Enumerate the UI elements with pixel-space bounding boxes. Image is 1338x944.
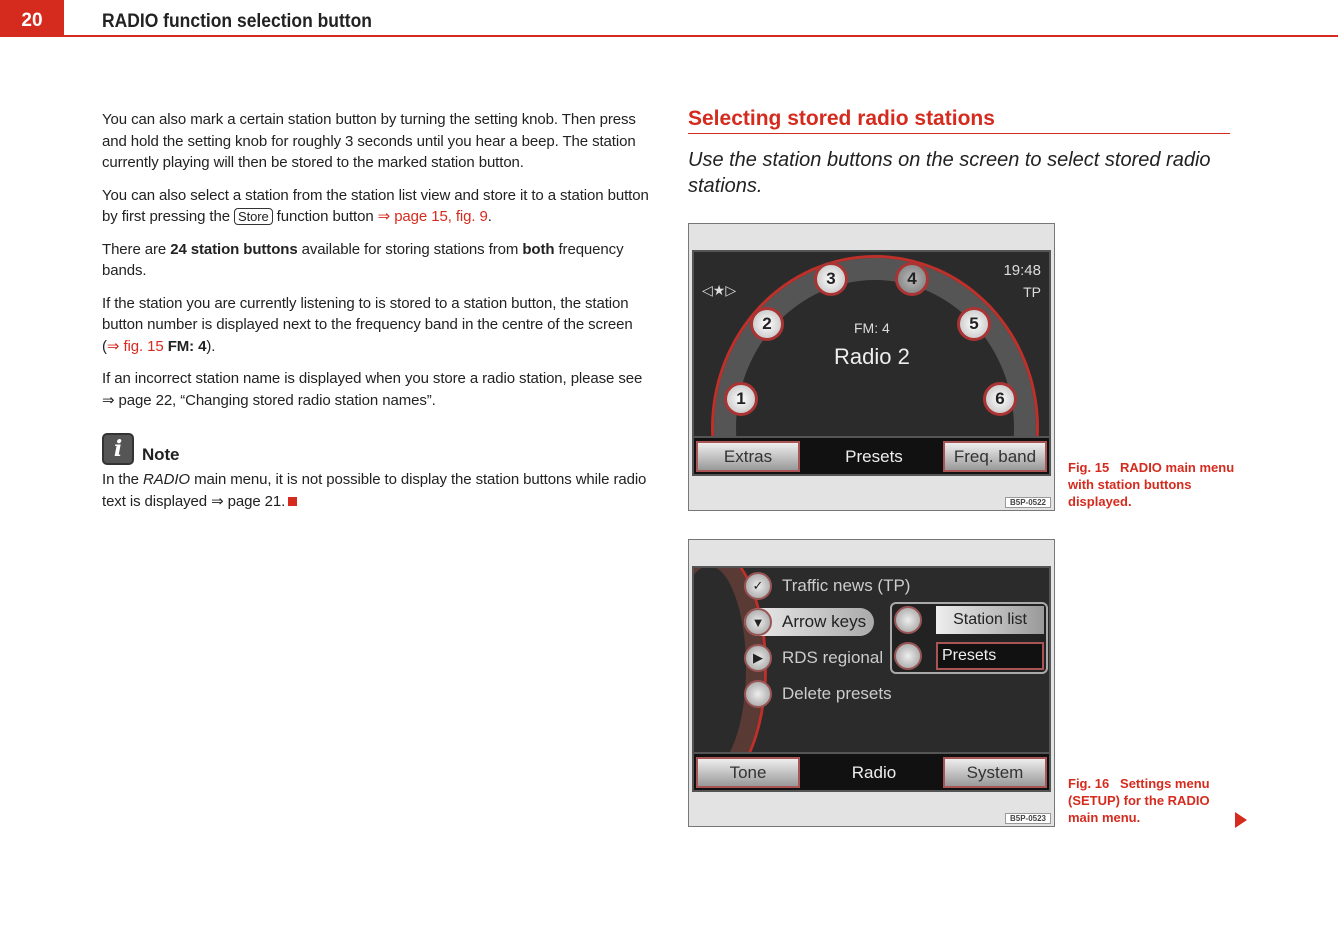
bold-text: both	[522, 240, 555, 258]
station-button-2[interactable]: 2	[750, 307, 784, 341]
paragraph-1: You can also mark a certain station button by turning the setting knob. Then press and hold the setting knob for roughly 3 seconds until you hear a beep. The station currently playing will then be stored to the marked station button.	[102, 111, 636, 171]
caption-number: Fig. 15	[1068, 460, 1110, 475]
note-heading	[102, 433, 650, 465]
next-page-arrow-icon	[1235, 812, 1247, 828]
text: There are	[102, 240, 171, 258]
nav-arrows-icon[interactable]: ◁★▷	[702, 282, 737, 298]
text: function button	[272, 208, 378, 225]
page-link[interactable]: ⇒ page 15, fig. 9	[377, 208, 488, 225]
chevron-down-icon: ▼	[744, 608, 772, 636]
italic-text: RADIO	[143, 471, 191, 488]
section-lead: Use the station buttons on the screen to select stored radio stations.	[688, 149, 1211, 197]
station-name: Radio 2	[834, 344, 910, 369]
paragraph-5: If an incorrect station name is displayed when you store a radio station, please see ⇒ page 22, “Changing stored radio station names”.	[102, 370, 643, 409]
extras-button[interactable]: Extras	[696, 441, 800, 472]
menu-label: Arrow keys	[782, 612, 867, 631]
radio-tab[interactable]: Radio	[851, 762, 897, 782]
page-title: RADIO function selection button	[102, 11, 372, 32]
text: You can also select a station from the station list view and store it to a station button by first pressing the	[102, 186, 649, 225]
paragraph-3	[102, 239, 650, 282]
figure-15	[688, 223, 1055, 511]
option-station-list[interactable]: Station list	[936, 606, 1044, 634]
note-text	[102, 469, 650, 512]
figure-16	[688, 539, 1055, 827]
clock: 19:48	[1003, 262, 1041, 279]
freq-band-button[interactable]: Freq. band	[943, 441, 1047, 472]
menu-item-delete-presets[interactable]	[744, 680, 892, 708]
figure-id: B5P-0522	[1005, 497, 1051, 508]
caption-text: Settings menu (SETUP) for the RADIO main menu.	[1068, 776, 1210, 825]
option-presets[interactable]: Presets	[936, 642, 1044, 670]
section-heading: Selecting stored radio stations	[688, 107, 1230, 134]
text: frequency bands.	[102, 240, 624, 279]
submenu-popup	[890, 602, 1048, 674]
radio-screen	[692, 250, 1051, 476]
chevron-right-icon: ▶	[744, 644, 772, 672]
store-key: Store	[234, 208, 273, 225]
info-icon: i	[102, 433, 134, 465]
tp-indicator: TP	[1023, 284, 1041, 300]
station-button-5[interactable]: 5	[957, 307, 991, 341]
softkey-bar	[694, 436, 1049, 474]
circle-icon	[744, 680, 772, 708]
setup-screen	[692, 566, 1051, 792]
paragraph-2	[102, 185, 650, 228]
system-button[interactable]: System	[943, 757, 1047, 788]
end-marker-icon	[288, 497, 297, 506]
text: .	[487, 208, 492, 225]
menu-item-traffic-news[interactable]	[744, 572, 910, 600]
band-label: FM: 4	[854, 320, 890, 336]
figure-15-caption	[1068, 459, 1238, 510]
note-title: Note	[142, 444, 180, 464]
bold-text: FM: 4	[167, 337, 207, 355]
tone-button[interactable]: Tone	[696, 757, 800, 788]
presets-tab[interactable]: Presets	[845, 446, 903, 466]
station-button-1[interactable]: 1	[724, 382, 758, 416]
caption-text: RADIO main menu with station buttons displayed.	[1068, 460, 1235, 509]
figure-id: B5P-0523	[1005, 813, 1051, 824]
text: available for storing stations from	[297, 240, 523, 258]
checkbox-checked-icon[interactable]: ✓	[744, 572, 772, 600]
text: If the station you are currently listening to is stored to a station button, the station button number is displayed next to the frequency band in the centre of the screen (	[102, 294, 633, 355]
caption-number: Fig. 16	[1068, 776, 1110, 791]
text: main menu, it is not possible to display the station buttons while radio text is displayed ⇒ page 21.	[102, 471, 647, 510]
radio-button-icon[interactable]	[894, 606, 922, 634]
station-button-6[interactable]: 6	[983, 382, 1017, 416]
menu-label: Delete presets	[782, 684, 892, 703]
menu-item-arrow-keys[interactable]	[744, 608, 874, 636]
text: In the	[102, 471, 143, 488]
fig-link[interactable]: ⇒ fig. 15	[106, 337, 164, 355]
menu-label: Traffic news (TP)	[782, 576, 911, 595]
menu-label: RDS regional	[782, 648, 884, 667]
text: ).	[206, 337, 216, 355]
menu-item-rds-regional[interactable]	[744, 644, 883, 672]
radio-button-icon[interactable]	[894, 642, 922, 670]
figure-16-caption	[1068, 775, 1218, 826]
page-number: 20	[0, 0, 64, 37]
bold-text: 24 station buttons	[170, 240, 298, 258]
paragraph-4	[102, 293, 650, 358]
left-column	[102, 109, 650, 523]
header-rule	[64, 35, 1338, 37]
station-button-3[interactable]: 3	[814, 262, 848, 296]
softkey-bar	[694, 752, 1049, 790]
station-button-4[interactable]: 4	[895, 262, 929, 296]
